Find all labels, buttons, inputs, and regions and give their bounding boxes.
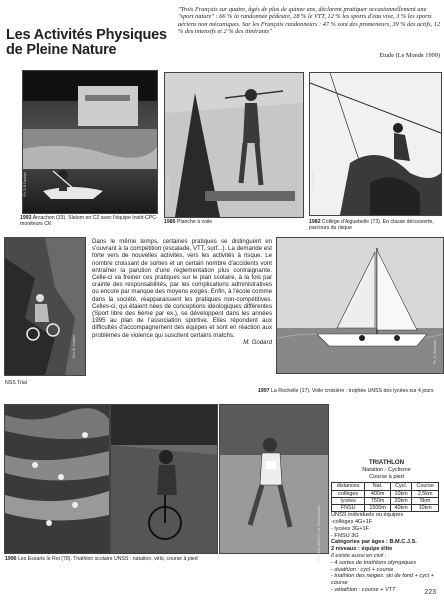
- table-row: [332, 490, 439, 497]
- photo-credit: Ph. G. Ausbon: [311, 172, 315, 194]
- table-cell: 10km: [390, 490, 411, 497]
- table-cell: 750m: [365, 497, 391, 504]
- photo-rope-course: [309, 72, 442, 216]
- photo-credit: Ph. D.R Dauriac: [23, 172, 27, 197]
- caption-year: 1997: [258, 388, 270, 394]
- survey-quote: "Trois Français sur quatre, âgés de plus de quinze ans, déclarent pratiquer occasionnellement une "sport nature" : 66 % la randonnée pédestre, 28 % le VTT, 12 % les sports d'eau vive, 3 % les sports aériens non mécaniques. Sur les Français randonneurs : 47 % sont des promeneurs, 39 % des actifs, 12 % des intensifs et 2 % des itinérants": [178, 6, 441, 36]
- caption-trial: NSS Trial: [5, 380, 27, 386]
- photo-credit: Dos. B. Ausbon: [72, 335, 76, 359]
- photo-canoe-slalom: [22, 70, 158, 214]
- triathlon-subtitle-1: Natation - Cyclisme: [362, 466, 411, 473]
- caption-text: La Rochelle (17). Voile croisière : trophée UNSS des lycées sur 4 jours: [271, 388, 434, 394]
- caption-year: 1996: [5, 556, 17, 562]
- table-cell: FNSU: [332, 505, 365, 512]
- photo-credit: Doc Fédé UNSS Ph. M. Boissonnarde: [317, 505, 321, 563]
- caption-rope-course: [309, 219, 443, 231]
- table-cell: 1500m: [365, 505, 391, 512]
- table-header: Cycl.: [390, 483, 411, 490]
- caption-windsurf: [164, 219, 304, 225]
- photo-credit: EPS / Alain Charriol: [166, 176, 170, 206]
- caption-year: 1985: [164, 219, 176, 225]
- table-header: distances: [332, 483, 365, 490]
- table-cell: lycées: [332, 497, 365, 504]
- photo-triathlon-run: [219, 404, 329, 554]
- list-item: - triathlon des neiges: ski de fond + cycl + course: [331, 573, 434, 587]
- table-cell: 10km: [412, 505, 439, 512]
- triathlon-subtitle-2: Course à pied: [369, 473, 404, 480]
- unss-line: -collèges 4G+1F: [331, 519, 373, 525]
- article-signature: M. Godard: [243, 338, 272, 346]
- table-row: [332, 505, 439, 512]
- title-line-1: Les Activités Physiques: [6, 27, 167, 43]
- article-text: [92, 238, 272, 346]
- levels-line: 2 niveaux : équipe élite: [331, 546, 393, 553]
- caption-triathlon: [5, 556, 327, 562]
- table-cell: 400m: [365, 490, 391, 497]
- list-item: - duathlon : cycl + course: [331, 566, 394, 573]
- triathlon-title: TRIATHLON: [368, 459, 405, 466]
- distances-table: [331, 482, 439, 512]
- table-cell: collèges: [332, 490, 365, 497]
- categories-line: Catégories par âges : B.M.C.J.S.: [331, 539, 417, 546]
- table-cell: 5km: [412, 497, 439, 504]
- table-row: [332, 497, 439, 504]
- title-line-2: de Pleine Nature: [6, 42, 117, 58]
- table-cell: 20km: [390, 497, 411, 504]
- photo-windsurf: [164, 72, 304, 218]
- table-header: Nat.: [365, 483, 391, 490]
- unss-line: UNSS individuels ou équipes: [331, 512, 404, 519]
- list-item: - vétathlon : course + VTT: [331, 586, 396, 593]
- caption-text: Planche à voile: [177, 219, 213, 225]
- caption-year: 1993: [20, 215, 32, 221]
- photo-triathlon-swim: [4, 404, 110, 554]
- caption-text: Collège d'Aiguebelle (73). En classe découverte, parcours du risque: [309, 219, 434, 232]
- unss-line: - FNSU 3G: [331, 532, 359, 539]
- caption-text: Les Essarts le Roi (78). Triathlon scolaire UNSS : natation, vélo, course à pied: [18, 556, 198, 562]
- list-item: - 4 sortes de triathlons olympiques: [331, 559, 417, 566]
- page-title: [6, 28, 174, 58]
- caption-year: 1982: [309, 219, 321, 225]
- photo-triathlon-bike: [110, 404, 218, 554]
- photo-sailing: [276, 237, 444, 374]
- quote-source: Etude (Le Monde 1999): [379, 52, 440, 59]
- caption-text: Arcachon (33). Slalom en C2 avec l'équipe Instit-CPC-moniteurs CK: [20, 215, 158, 228]
- table-header: Course: [412, 483, 439, 490]
- unss-line: - lycées 3G+1F: [331, 525, 370, 532]
- table-header-row: [332, 483, 439, 490]
- photo-credit: Ph. D. Annibalis: [433, 340, 437, 364]
- civil-intro: Il existe aussi en civil :: [331, 552, 387, 559]
- page-number: 223: [424, 589, 436, 596]
- table-cell: 2,5km: [412, 490, 439, 497]
- triathlon-info: [331, 460, 442, 594]
- article-paragraph: Dans le même temps, certaines pratiques se distinguent en s'ouvrant à la compétition (escalade, VTT, surf...). La demande est forte vers de nouvelles activités, vers les activités à risque. Le nombre croissant de sorties et un certain nombre d'accidents vont entraîner la parution d'une réglementation plus contraignante. Celle-ci va freiner ces pratiques sur le plan scolaire, à la fois par crainte des responsabilités, par les complications administratives ou encore par manque des moyens exigés. Enfin, à l'école comme dans la société, réapparaissent les pratiques non-compétitives. Celles-ci, qui étaient nées de conceptions idéologiques différentes (Sport libre des 6ème par ex.), se développent dans les années 1995 au plan de l'association sportive. Elles répondent aux difficultés d'accompagnement des équipes et sont en réaction aux problèmes de violence qui suscitent certains matchs.: [92, 238, 272, 339]
- table-cell: 40km: [390, 505, 411, 512]
- caption-sailing: [258, 388, 440, 394]
- caption-canoe: [20, 215, 160, 227]
